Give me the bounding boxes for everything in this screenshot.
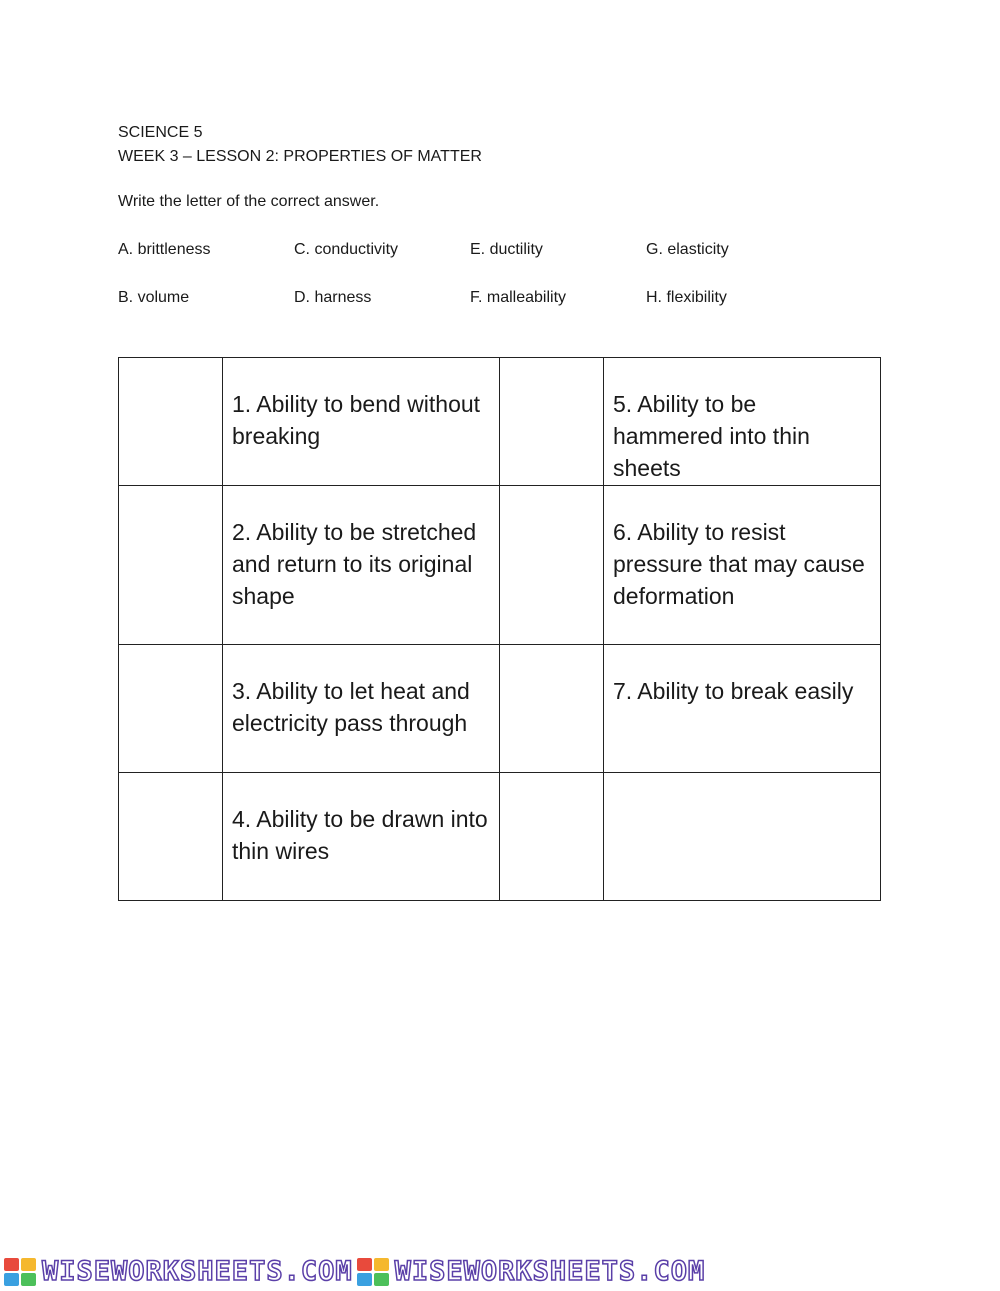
question-4-text: 4. Ability to be drawn into thin wires <box>232 806 488 864</box>
answer-box-3[interactable] <box>119 645 223 773</box>
table-row <box>119 773 881 901</box>
choice-a: A. brittleness <box>118 241 211 258</box>
choice-c: C. conductivity <box>294 241 399 258</box>
empty-cell <box>604 773 881 901</box>
answer-box-4[interactable] <box>119 773 223 901</box>
question-7 <box>604 645 881 773</box>
question-3-text: 3. Ability to let heat and electricity pass through <box>232 678 470 736</box>
question-2-text: 2. Ability to be stretched and return to its original shape <box>232 519 477 609</box>
table-row <box>119 486 881 645</box>
answer-box-6[interactable] <box>500 486 604 645</box>
watermark-text: WISEWORKSHEETS.COM <box>42 1256 353 1287</box>
table-row <box>119 358 881 486</box>
question-6-text: 6. Ability to resist pressure that may cause deformation <box>613 519 865 609</box>
answer-box-1[interactable] <box>119 358 223 486</box>
lesson-title: WEEK 3 – LESSON 2: PROPERTIES OF MATTER <box>118 148 482 165</box>
question-2 <box>223 486 500 645</box>
answer-choices <box>118 240 838 336</box>
watermark-text: WISEWORKSHEETS.COM <box>394 1256 706 1287</box>
question-1-text: 1. Ability to bend without breaking <box>232 391 481 449</box>
question-3 <box>223 645 500 773</box>
choice-g: G. elasticity <box>646 241 729 258</box>
question-7-text: 7. Ability to break easily <box>613 678 854 704</box>
question-6 <box>604 486 881 645</box>
table-row <box>119 645 881 773</box>
worksheet-header <box>118 121 482 169</box>
subject-title: SCIENCE 5 <box>118 124 203 141</box>
question-5 <box>604 358 881 486</box>
watermark-logo <box>357 1256 706 1287</box>
question-5-text: 5. Ability to be hammered into thin sheets <box>613 391 810 481</box>
choice-row-1 <box>118 240 838 288</box>
choice-h: H. flexibility <box>646 289 727 306</box>
answer-box-2[interactable] <box>119 486 223 645</box>
choice-b: B. volume <box>118 289 190 306</box>
empty-cell <box>500 773 604 901</box>
answer-box-7[interactable] <box>500 645 604 773</box>
wise-worksheets-logo-icon <box>357 1258 389 1286</box>
choice-e: E. ductility <box>470 241 543 258</box>
watermark-logo <box>4 1256 353 1287</box>
instruction-text: Write the letter of the correct answer. <box>118 193 380 210</box>
choice-d: D. harness <box>294 289 372 306</box>
watermark-footer <box>0 1252 1000 1291</box>
wise-worksheets-logo-icon <box>4 1258 36 1286</box>
question-table <box>118 357 881 901</box>
choice-row-2 <box>118 288 838 336</box>
answer-box-5[interactable] <box>500 358 604 486</box>
question-4 <box>223 773 500 901</box>
choice-f: F. malleability <box>470 289 567 306</box>
question-1 <box>223 358 500 486</box>
